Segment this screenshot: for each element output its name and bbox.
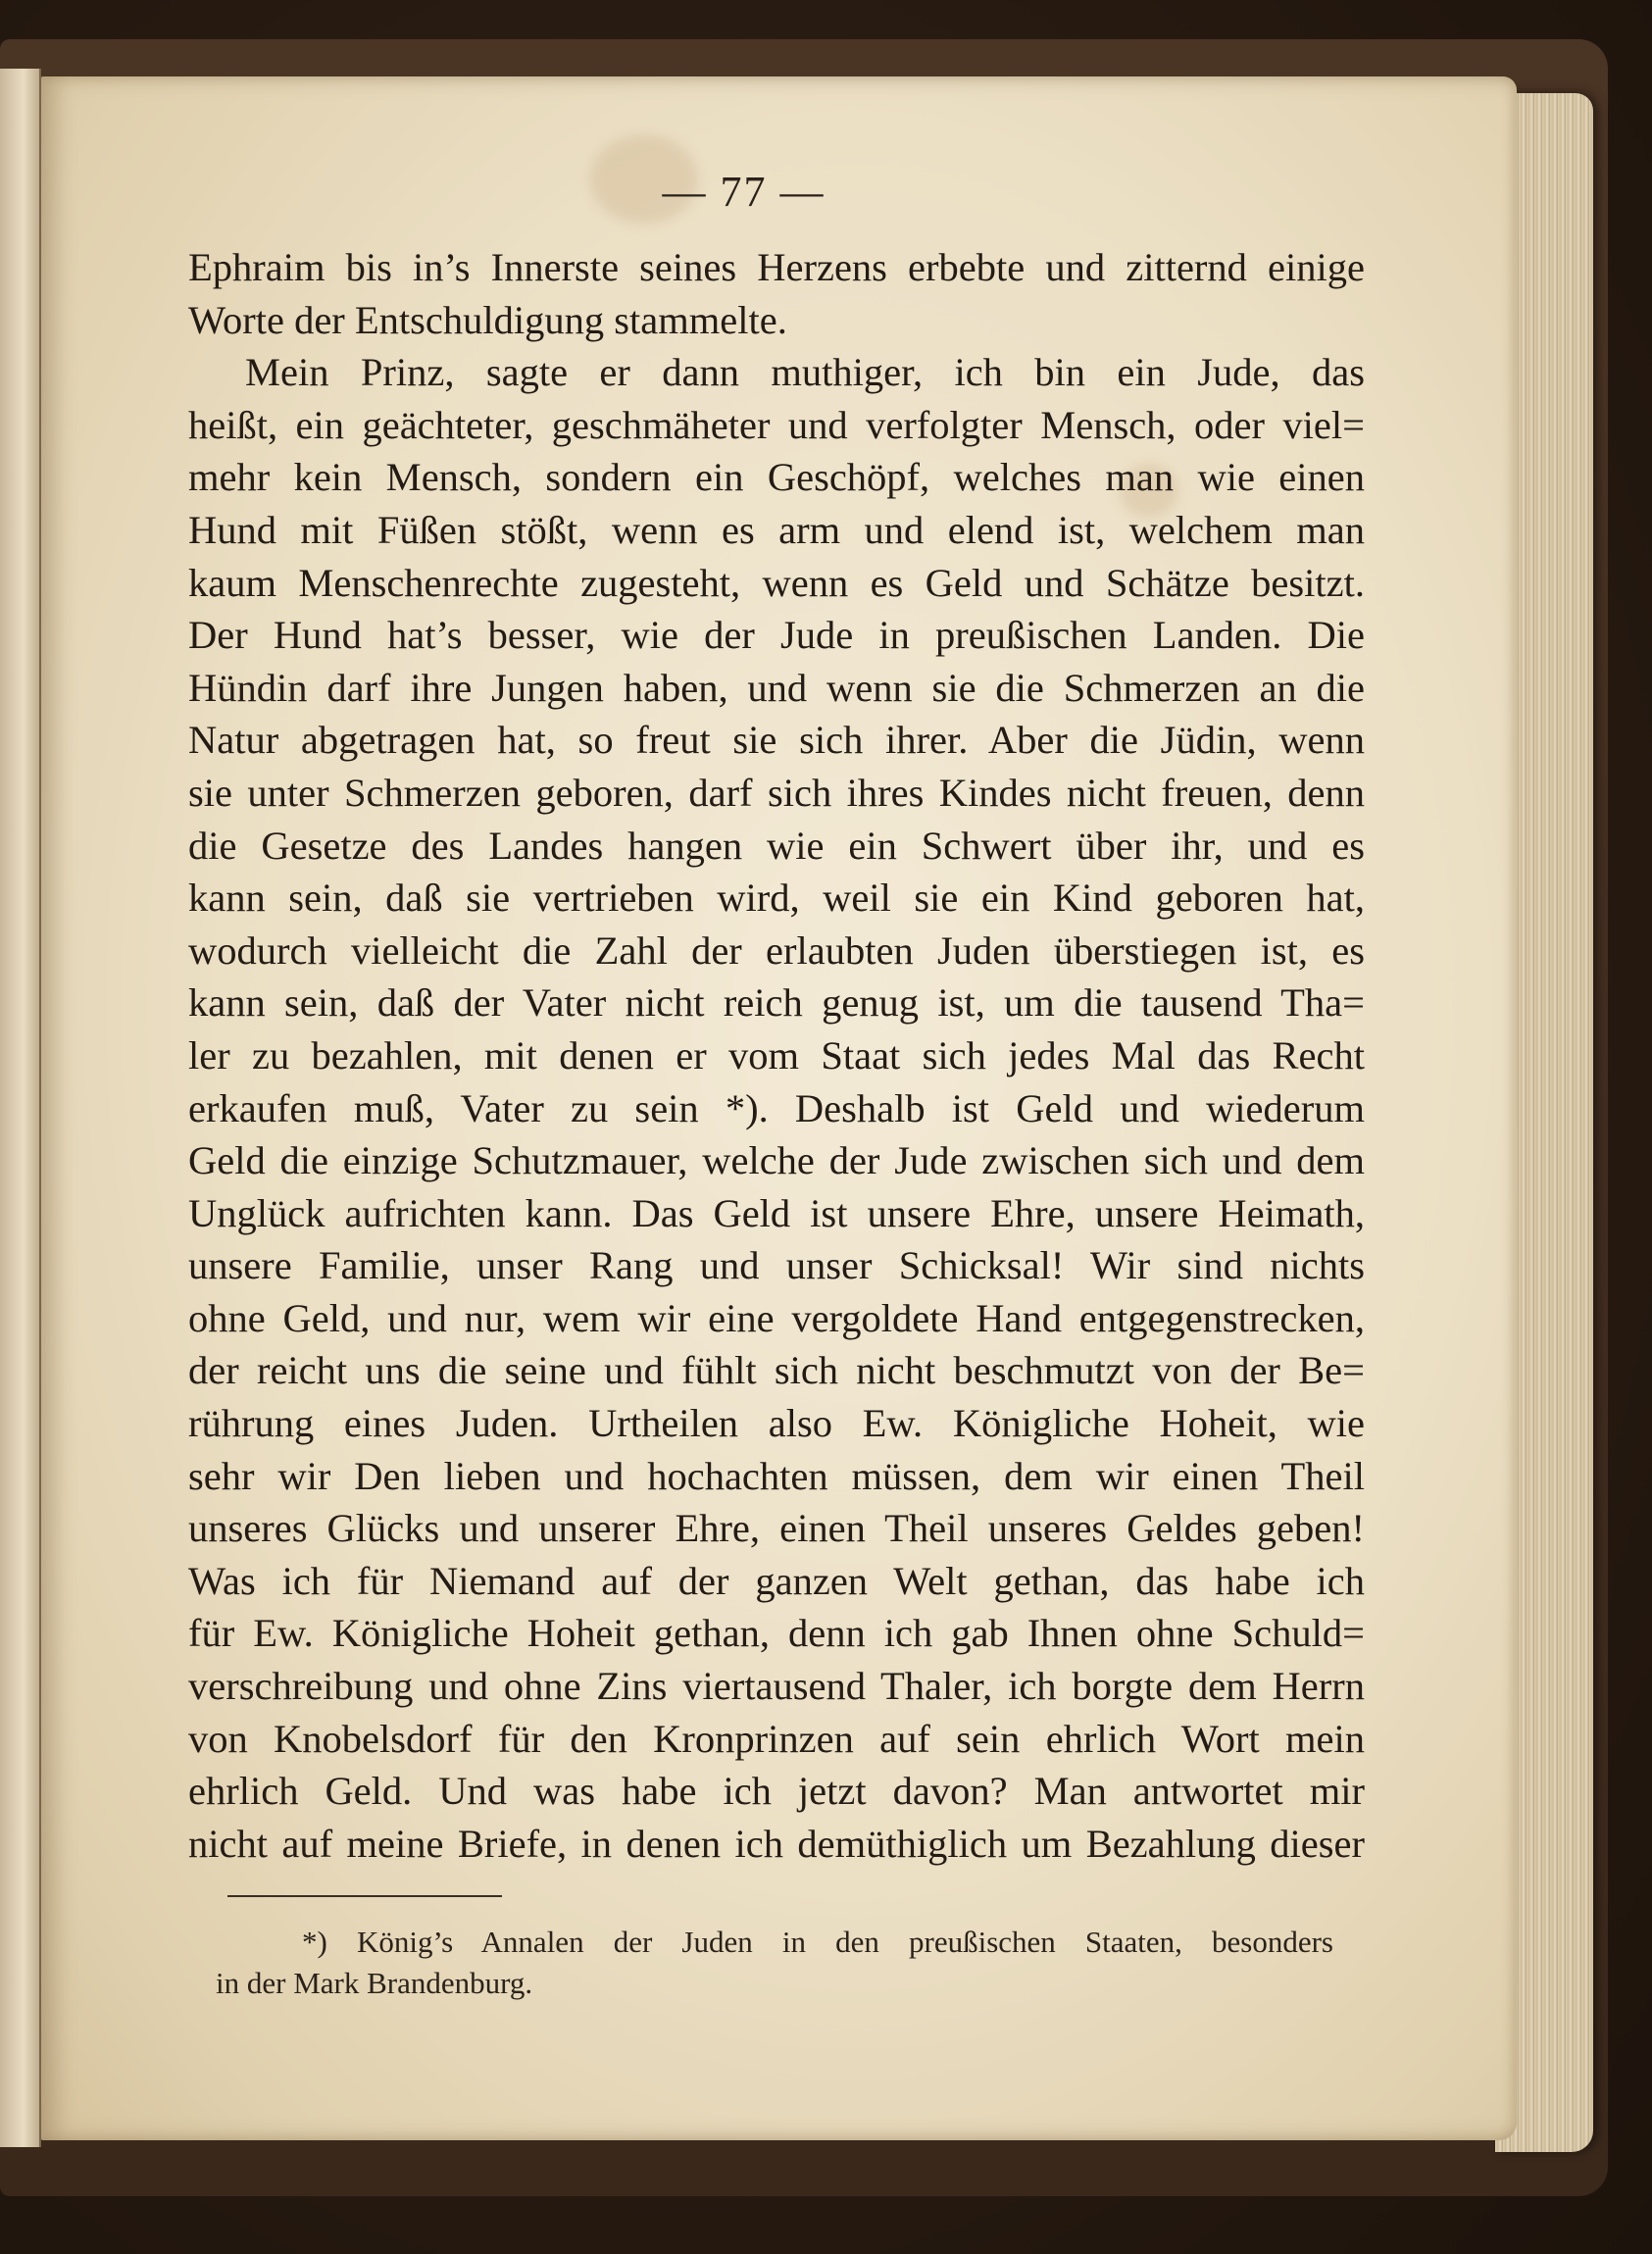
text-line: sie unter Schmerzen geboren, darf sich ihres Kindes nicht freuen, denn <box>188 770 1365 815</box>
text-line: die Gesetze des Landes hangen wie ein Schwert über ihr, und es <box>188 823 1365 868</box>
text-line: Worte der Entschuldigung stammelte. <box>188 297 787 342</box>
text-line: rührung eines Juden. Urtheilen also Ew. Königliche Hoheit, wie <box>188 1401 1365 1446</box>
text-line: ohne Geld, und nur, wem wir eine vergoldete Hand entgegenstrecken, <box>188 1295 1365 1340</box>
text-line: mehr kein Mensch, sondern ein Geschöpf, welches man wie einen <box>188 455 1365 500</box>
text-line: kaum Menschenrechte zugesteht, wenn es Geld und Schätze besitzt. <box>188 560 1365 605</box>
facing-page-edge <box>0 69 41 2147</box>
text-line: unsere Familie, unser Rang und unser Schicksal! Wir sind nichts <box>188 1243 1365 1288</box>
text-line: nicht auf meine Briefe, in denen ich demüthiglich um Bezahlung dieser <box>188 1821 1365 1866</box>
text-line: ehrlich Geld. Und was habe ich jetzt davon? Man antwortet mir <box>188 1769 1365 1814</box>
text-line: sehr wir Den lieben und hochachten müssen, dem wir einen Theil <box>188 1453 1365 1498</box>
footnote-rule <box>227 1895 502 1897</box>
footnote-line: in der Mark Brandenburg. <box>216 1966 533 2000</box>
body-text <box>188 241 1365 1870</box>
text-line: Unglück aufrichten kann. Das Geld ist unsere Ehre, unsere Heimath, <box>188 1190 1365 1235</box>
book-page <box>41 76 1517 2140</box>
text-line: Natur abgetragen hat, so freut sie sich ihrer. Aber die Jüdin, wenn <box>188 718 1365 763</box>
text-line: für Ew. Königliche Hoheit gethan, denn ich gab Ihnen ohne Schuld= <box>188 1611 1365 1656</box>
page-number: — 77 — <box>662 168 826 216</box>
text-line: von Knobelsdorf für den Kronprinzen auf sein ehrlich Wort mein <box>188 1716 1365 1761</box>
text-line: kann sein, daß der Vater nicht reich genug ist, um die tausend Tha= <box>188 980 1365 1026</box>
text-line: erkaufen muß, Vater zu sein *). Deshalb ist Geld und wiederum <box>188 1085 1365 1130</box>
text-line: der reicht uns die seine und fühlt sich nicht beschmutzt von der Be= <box>188 1348 1365 1393</box>
text-line: kann sein, daß sie vertrieben wird, weil sie ein Kind geboren hat, <box>188 876 1365 921</box>
text-line: Hund mit Füßen stößt, wenn es arm und elend ist, welchem man <box>188 507 1365 552</box>
text-line: Der Hund hat’s besser, wie der Jude in preußischen Landen. Die <box>188 613 1365 658</box>
text-line: unseres Glücks und unserer Ehre, einen Theil unseres Geldes geben! <box>188 1506 1365 1551</box>
text-line: Hündin darf ihre Jungen haben, und wenn sie die Schmerzen an die <box>188 665 1365 710</box>
text-line: ler zu bezahlen, mit denen er vom Staat sich jedes Mal das Recht <box>188 1032 1365 1077</box>
text-line: Ephraim bis in’s Innerste seines Herzens erbebte und zitternd einige <box>188 245 1365 289</box>
text-line: wodurch vielleicht die Zahl der erlaubten Juden überstiegen ist, es <box>188 927 1365 973</box>
text-line: Was ich für Niemand auf der ganzen Welt gethan, das habe ich <box>188 1558 1365 1603</box>
footnote <box>216 1922 1333 2004</box>
text-line: Mein Prinz, sagte er dann muthiger, ich bin ein Jude, das <box>245 350 1365 395</box>
text-line: heißt, ein geächteter, geschmäheter und verfolgter Mensch, oder viel= <box>188 402 1365 447</box>
text-line: verschreibung und ohne Zins viertausend Thaler, ich borgte dem Herrn <box>188 1664 1365 1709</box>
footnote-line: *) König’s Annalen der Juden in den preußischen Staaten, besonders <box>302 1925 1333 1959</box>
text-line: Geld die einzige Schutzmauer, welche der Jude zwischen sich und dem <box>188 1138 1365 1183</box>
